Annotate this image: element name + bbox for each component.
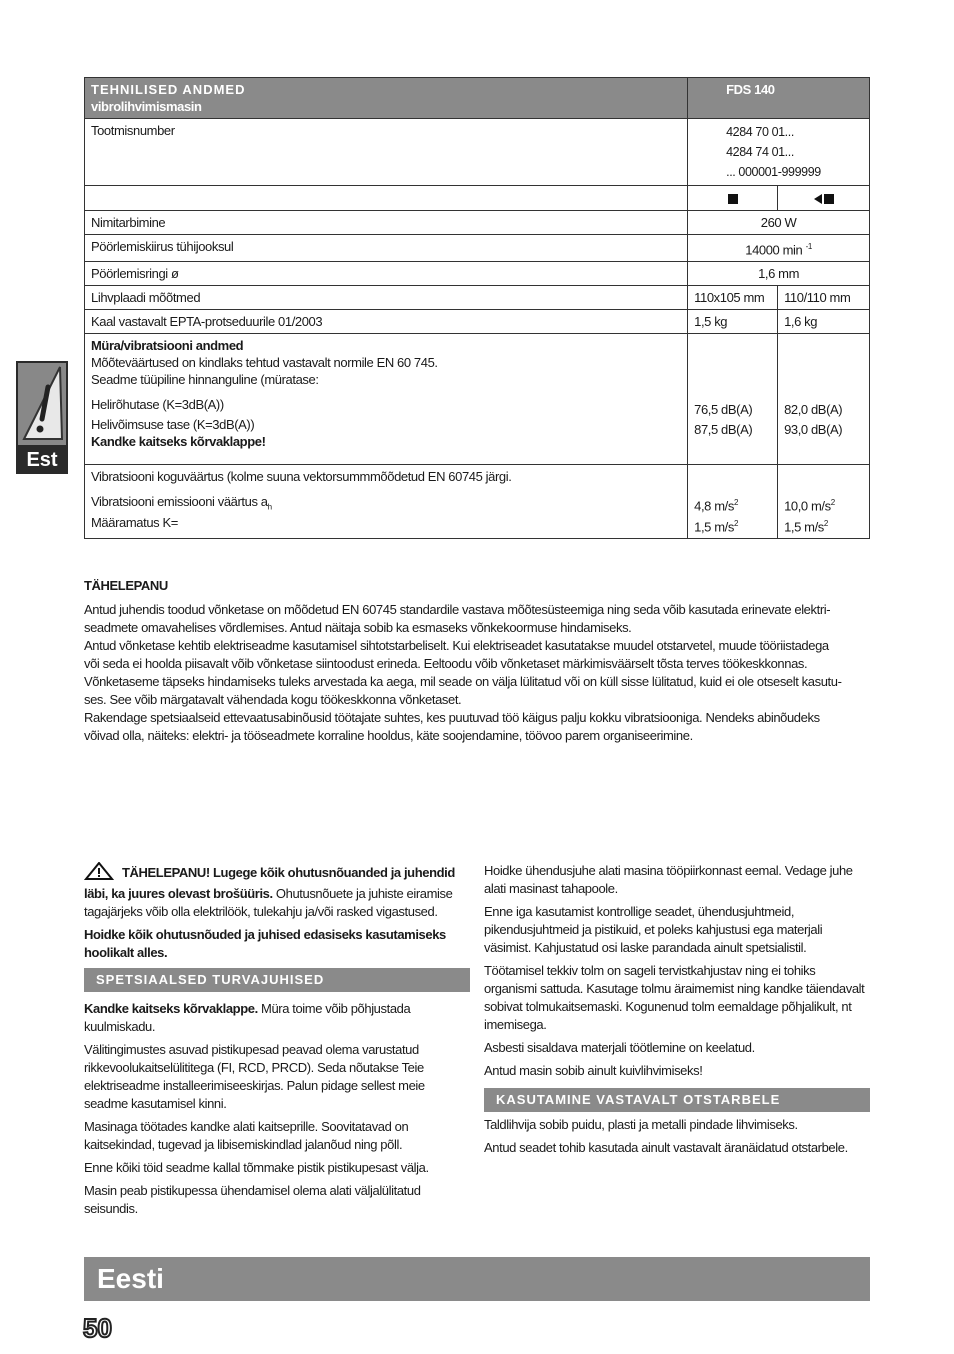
- emission-2-value: 10,0 m/s: [784, 498, 831, 514]
- uncertainty-1: [694, 515, 771, 535]
- speed-exponent: -1: [805, 242, 812, 251]
- noise-title: Müra/vibratsiooni andmed: [91, 338, 244, 354]
- ear-protection-text: Müra toime võib põhjustada kuulmiskadu.: [84, 1001, 411, 1034]
- paragraph: Asbesti sisaldava materjali töötlemine on keelatud.: [484, 1040, 755, 1055]
- uncertainty-label: Määramatus K=: [91, 514, 178, 530]
- table-header-subtitle: vibrolihvimismasin: [91, 99, 202, 114]
- product-number-1: 4284 70 01...: [726, 125, 794, 139]
- noise-values-1: [688, 334, 778, 465]
- pad-value-1: 110x105 mm: [688, 286, 778, 310]
- notice-line: võivad olla, näiteks: elektri- ja tööseadmete korraline hooldus, käte soojendamine, töövoo parem organiseerimine.: [84, 728, 693, 743]
- weight-label: Kaal vastavalt EPTA-protseduurile 01/2003: [85, 310, 688, 334]
- product-number-2: 4284 74 01...: [726, 145, 794, 159]
- table-row: [85, 119, 870, 186]
- warning-bold-text: TÄHELEPANU! Lugege kõik ohutusnõuanded ja juhendid läbi, ka juures olevast brošüüris.: [84, 865, 455, 901]
- sound-power-2: 93,0 dB(A): [784, 422, 843, 438]
- section-title-intended-use: KASUTAMINE VASTAVALT OTSTARBELE: [484, 1088, 870, 1112]
- vibration-values-1: [688, 465, 778, 539]
- sound-pressure-label: Helirõhutase (K=3dB(A)): [91, 397, 224, 413]
- left-column: [84, 862, 470, 1223]
- orbit-label: Pöörlemisringi ø: [85, 262, 688, 286]
- vibration-notice: [84, 577, 870, 745]
- notice-line: Antud võnketase kehtib elektriseadme kasutamisel sihtotstarbeliselt. Kui elektriseadet kasutatakse muudel otstarvetel, muude tööriistadega: [84, 638, 829, 653]
- square-icon: [824, 194, 834, 204]
- unit-exponent: 2: [823, 518, 828, 528]
- emission-1: [694, 494, 771, 514]
- caution-triangle-icon: [84, 862, 114, 885]
- notice-line: ses. See võib märgatavalt vähendada kogu töökeskkonna võnketaset.: [84, 692, 462, 707]
- noise-values-2: [778, 334, 870, 465]
- paragraph: Välitingimustes asuvad pistikupesad peavad olema varustatud rikkevoolukaitselülititega (FI, RCD, PRCD). Seda nõutakse Teie elektriseadme installeerimiseeskirjas. Palun pidage sellest meie seadme kasutamisel kinni.: [84, 1042, 425, 1111]
- paragraph: Enne kõiki töid seadme kallal tõmmake pistik pistikupesast välja.: [84, 1160, 429, 1175]
- uncertainty-2-value: 1,5 m/s: [784, 518, 824, 534]
- sound-pressure-2: 82,0 dB(A): [784, 402, 843, 418]
- vibration-emission-row: [91, 493, 681, 516]
- square-icon: [728, 194, 738, 204]
- vibration-label-cell: [85, 465, 688, 539]
- table-header-title-cell: [85, 78, 688, 119]
- notice-line: Antud juhendis toodud võnketase on mõõdetud EN 60745 standardile vastava mõõtesüsteemiga ning seda võib kasutada erinevate elektri-: [84, 602, 831, 617]
- keep-instructions: Hoidke kõik ohutusnõuded ja juhised edasiseks kasutamiseks hoolikalt alles.: [84, 927, 446, 960]
- ear-protection-bold: Kandke kaitseks kõrvaklappe.: [84, 1001, 258, 1016]
- emission-2: [784, 494, 863, 514]
- paragraph: Enne iga kasutamist kontrollige seadet, ühendusjuhtmeid, pikendusjuhtmeid ja pistikuid, et poleks kahjustusi ega materjali väsimist. Kahjustatud osi laske parandada ainult spetsialistil.: [484, 904, 823, 955]
- language-side-badge: [16, 361, 68, 474]
- pad-label: Lihvplaadi mõõtmed: [85, 286, 688, 310]
- right-column: [484, 862, 870, 1162]
- vibration-values-2: [778, 465, 870, 539]
- language-code: Est: [26, 449, 58, 471]
- empty-label-cell: [85, 186, 688, 211]
- table-row: [85, 262, 870, 286]
- vibration-emission-sub: h: [267, 502, 272, 512]
- paragraph: Töötamisel tekkiv tolm on sageli tervistkahjustav ning ei tohiks organismi sattuda. Kasutage tolmu äraimemist ning kandke täiendavalt sobivat tolmukaitsemaski. Kogunenud tolm eemaldage põhjalikult, nt imemisega.: [484, 963, 865, 1032]
- product-number-values: [688, 119, 870, 186]
- ear-protection-paragraph: [84, 1000, 470, 1036]
- unit-exponent: 2: [830, 498, 835, 508]
- paragraph: Antud masin sobib ainult kuivlihvimiseks!: [484, 1063, 703, 1078]
- table-row: [85, 211, 870, 235]
- sound-power-label: Helivõimsuse tase (K=3dB(A)): [91, 417, 255, 433]
- power-value: 260 W: [688, 211, 870, 235]
- product-number-label: Tootmisnumber: [85, 119, 688, 186]
- pad-value-2: 110/110 mm: [778, 286, 870, 310]
- speed-label: Pöörlemiskiirus tühijooksul: [85, 235, 688, 262]
- notice-line: Rakendage spetsiaalseid ettevaatusabinõusid töötajate suhtes, kes puutuvad töö käigus palju kokku vibratsiooniga. Nendeks abinõudeks: [84, 710, 820, 725]
- uncertainty-2: [784, 515, 863, 535]
- notice-line: või seda ei hoolda piisavalt võib võnketase siintoodust erineda. Eeltoodu võib võnketaset märkimisväärselt tõsta terves töökeskkonnas.: [84, 656, 808, 671]
- paragraph: Antud seadet tohib kasutada ainult vastavalt äranäidatud otstarbele.: [484, 1140, 848, 1155]
- table-row: [85, 235, 870, 262]
- table-row-vibration: [85, 465, 870, 539]
- notice-line: seadmete omavahelises võrdlemises. Antud näitaja sobib ka esmaseks võnkekoormuse hindamiseks.: [84, 620, 632, 635]
- table-header-title: TEHNILISED ANDMED: [91, 82, 246, 97]
- notice-line: Võnketaseme täpseks hindamiseks tuleks arvestada ka aega, mil seade on välja lülitatud või on küll sisse lülitatud, kuid ei ole otseselt kasutu-: [84, 674, 842, 689]
- paragraph: Hoidke ühendusjuhe alati masina tööpiirkonnast eemal. Vedage juhe alati masinast tahapoole.: [484, 863, 853, 896]
- triangle-left-icon: [814, 194, 822, 204]
- general-warning: [84, 862, 470, 921]
- table-row: [85, 286, 870, 310]
- sound-power-1: 87,5 dB(A): [694, 422, 753, 438]
- weight-value-2: 1,6 kg: [778, 310, 870, 334]
- paragraph: Taldlihvija sobib puidu, plasti ja metalli pindade lihvimiseks.: [484, 1117, 798, 1132]
- variant-icon-cell-2: [778, 186, 870, 211]
- noise-line-2: Seadme tüüpiline hinnanguline (müratase:: [91, 372, 319, 388]
- unit-exponent: 2: [733, 518, 739, 528]
- vibration-total-label: Vibratsiooni koguväärtus (kolme suuna vektorsummmõõdetud EN 60745 järgi.: [91, 469, 512, 485]
- warning-text: Ohutusnõuete ja juhiste eiramise tagajärjeks võib olla elektrilöök, tulekahju ja/või rasked vigastused.: [84, 886, 453, 919]
- table-header-model: FDS 140: [688, 78, 870, 119]
- language-footer-bar: [84, 1257, 870, 1301]
- warning-triangle-icon: [18, 363, 66, 445]
- section-title-special-safety: SPETSIAALSED TURVAJUHISED: [84, 968, 470, 992]
- speed-value: 14000 min: [745, 242, 803, 258]
- technical-data-table: [84, 77, 870, 539]
- notice-heading: TÄHELEPANU: [84, 578, 168, 593]
- ear-protection-note: Kandke kaitseks kõrvaklappe!: [91, 434, 266, 450]
- emission-1-value: 4,8 m/s: [694, 498, 734, 514]
- noise-label-cell: [85, 334, 688, 465]
- paragraph: Masin peab pistikupessa ühendamisel olema alati väljalülitatud seisundis.: [84, 1183, 421, 1216]
- sound-pressure-1: 76,5 dB(A): [694, 402, 753, 418]
- variant-icon-cell-1: [688, 186, 778, 211]
- table-row: [85, 186, 870, 211]
- noise-line-1: Mõõteväärtused on kindlaks tehtud vastavalt normile EN 60 745.: [91, 355, 438, 371]
- speed-cell: [688, 235, 870, 262]
- table-row-noise: [85, 334, 870, 465]
- uncertainty-1-value: 1,5 m/s: [694, 518, 734, 534]
- power-label: Nimitarbimine: [85, 211, 688, 235]
- table-row: [85, 310, 870, 334]
- unit-exponent: 2: [733, 498, 739, 508]
- table-header-row: [85, 78, 870, 119]
- language-name: Eesti: [97, 1263, 164, 1294]
- paragraph: Masinaga töötades kandke alati kaitseprille. Soovitatavad on kaitsekindad, tugevad ja libisemiskindlad jalanõud ning põll.: [84, 1119, 409, 1152]
- weight-value-1: 1,5 kg: [688, 310, 778, 334]
- vibration-emission-label: Vibratsiooni emissiooni väärtus a: [91, 494, 268, 510]
- orbit-value: 1,6 mm: [688, 262, 870, 286]
- product-number-3: ... 000001-999999: [726, 165, 821, 179]
- page-number: 50: [83, 1313, 112, 1343]
